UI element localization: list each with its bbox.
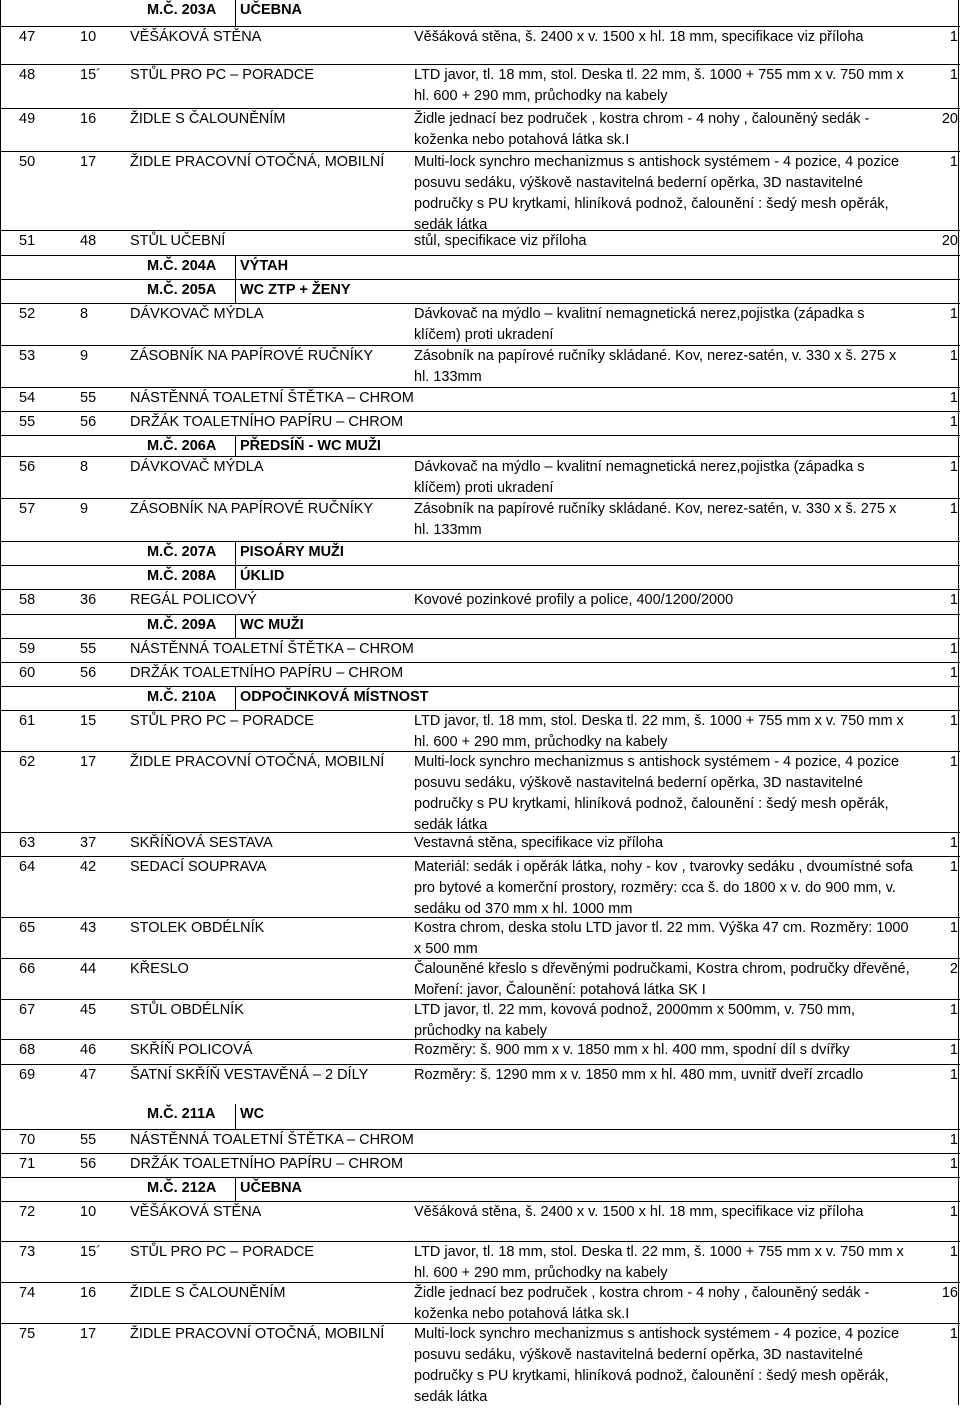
item-quantity: 1	[949, 1132, 958, 1148]
room-header-row	[0, 279, 960, 304]
item-name: VĚŠÁKOVÁ STĚNA	[130, 29, 262, 45]
item-description: LTD javor, tl. 22 mm, kovová podnož, 2000mm x 500mm, v. 750 mm, průchodky na kabely	[414, 1002, 856, 1039]
item-quantity: 1	[949, 1042, 958, 1058]
item-description: Zásobník na papírové ručníky skládané. Kov, nerez-satén, v. 330 x š. 275 x hl. 133mm	[414, 501, 897, 538]
table-row	[0, 751, 960, 833]
room-number: M.Č. 207A	[147, 544, 217, 560]
table-row	[0, 303, 960, 346]
item-code: 16	[80, 1285, 97, 1301]
item-code: 16	[80, 111, 97, 127]
item-name: STŮL PRO PC – PORADCE	[130, 1244, 314, 1260]
item-description: LTD javor, tl. 18 mm, stol. Deska tl. 22 mm, š. 1000 + 755 mm x v. 750 mm x hl. 600 + 290 mm, průchodky na kabely	[414, 1244, 904, 1281]
item-quantity: 1	[949, 835, 958, 851]
item-code: 10	[80, 1204, 97, 1220]
item-quantity: 1	[949, 1326, 958, 1342]
table-row	[0, 108, 960, 152]
item-quantity: 16	[941, 1285, 958, 1301]
item-description: Kostra chrom, deska stolu LTD javor tl. 22 mm. Výška 47 cm. Rozměry: 1000 x 500 mm	[414, 920, 909, 957]
item-name: STOLEK OBDÉLNÍK	[130, 920, 265, 936]
item-description: Rozměry: š. 1290 mm x v. 1850 mm x hl. 480 mm, uvnitř dveří zrcadlo	[414, 1067, 864, 1083]
item-number: 69	[19, 1067, 36, 1083]
item-code: 8	[80, 459, 89, 475]
item-description: Multi-lock synchro mechanizmus s antishock systémem - 4 pozice, 4 pozice posuvu sedáku, výškově nastavitelná bederní opěrka, 3D nastavitelné područky s PU krytkami, hliníková podnož, čalounění : šedý mesh opěrák, sedák látka	[414, 154, 900, 233]
item-code: 8	[80, 306, 89, 322]
item-number: 73	[19, 1244, 36, 1260]
table-row	[0, 498, 960, 542]
item-name: DÁVKOVAČ MÝDLA	[130, 306, 264, 322]
item-quantity: 1	[949, 1156, 958, 1172]
room-divider	[235, 0, 236, 26]
item-description: Židle jednací bez područek , kostra chrom - 4 nohy , čalouněný sedák - koženka nebo potahová látka sk.I	[414, 111, 870, 148]
room-header-row	[0, 1177, 960, 1202]
table-row	[0, 1201, 960, 1242]
item-number: 57	[19, 501, 36, 517]
item-code: 9	[80, 501, 89, 517]
item-code: 15´	[80, 1244, 101, 1260]
item-name: STŮL PRO PC – PORADCE	[130, 67, 314, 83]
item-quantity: 1	[949, 414, 958, 430]
item-name: VĚŠÁKOVÁ STĚNA	[130, 1204, 262, 1220]
item-number: 72	[19, 1204, 36, 1220]
room-name: WC MUŽI	[240, 617, 304, 633]
item-quantity: 20	[941, 233, 958, 249]
item-number: 59	[19, 641, 36, 657]
item-code: 17	[80, 1326, 97, 1342]
item-number: 60	[19, 665, 36, 681]
item-number: 56	[19, 459, 36, 475]
item-description: Vestavná stěna, specifikace viz příloha	[414, 835, 664, 851]
item-number: 54	[19, 390, 36, 406]
item-name: REGÁL POLICOVÝ	[130, 592, 257, 608]
item-code: 47	[80, 1067, 97, 1083]
room-header-row	[0, 1104, 960, 1129]
room-name: VÝTAH	[240, 258, 289, 274]
table-row	[0, 1129, 960, 1154]
room-name: WC ZTP + ŽENY	[240, 282, 351, 298]
item-quantity: 1	[949, 859, 958, 875]
item-code: 43	[80, 920, 97, 936]
item-number: 63	[19, 835, 36, 851]
item-code: 15	[80, 713, 97, 729]
room-divider	[235, 542, 236, 566]
table-row	[0, 1323, 960, 1406]
item-number: 58	[19, 592, 36, 608]
room-number: M.Č. 212A	[147, 1180, 217, 1196]
room-divider	[235, 687, 236, 711]
table-row	[0, 1039, 960, 1065]
item-quantity: 1	[949, 348, 958, 364]
item-number: 74	[19, 1285, 36, 1301]
room-header-row	[0, 565, 960, 590]
table-row	[0, 638, 960, 663]
room-divider	[235, 615, 236, 639]
item-name: STŮL OBDÉLNÍK	[130, 1002, 244, 1018]
item-code: 44	[80, 961, 97, 977]
table-row	[0, 832, 960, 857]
item-quantity: 1	[949, 67, 958, 83]
table-row	[0, 958, 960, 1000]
item-description: Multi-lock synchro mechanizmus s antishock systémem - 4 pozice, 4 pozice posuvu sedáku, výškově nastavitelná bederní opěrka, 3D nastavitelné područky s PU krytkami, hliníková podnož, čalounění : šedý mesh opěrák, sedák látka	[414, 754, 900, 833]
item-code: 48	[80, 233, 97, 249]
item-name: DRŽÁK TOALETNÍHO PAPÍRU – CHROM	[130, 665, 404, 681]
item-name: NÁSTĚNNÁ TOALETNÍ ŠTĚTKA – CHROM	[130, 1132, 414, 1148]
room-divider	[235, 566, 236, 590]
item-number: 52	[19, 306, 36, 322]
item-name: SEDACÍ SOUPRAVA	[130, 859, 267, 875]
table-row	[0, 856, 960, 918]
item-number: 50	[19, 154, 36, 170]
item-quantity: 1	[949, 1002, 958, 1018]
item-code: 17	[80, 754, 97, 770]
table-row	[0, 999, 960, 1040]
item-code: 56	[80, 1156, 97, 1172]
item-number: 64	[19, 859, 36, 875]
item-quantity: 2	[949, 961, 958, 977]
room-number: M.Č. 204A	[147, 258, 217, 274]
table-row	[0, 589, 960, 615]
item-number: 47	[19, 29, 36, 45]
room-number: M.Č. 203A	[147, 2, 217, 18]
room-name: ODPOČINKOVÁ MÍSTNOST	[240, 689, 429, 705]
item-number: 75	[19, 1326, 36, 1342]
item-code: 10	[80, 29, 97, 45]
room-number: M.Č. 205A	[147, 282, 217, 298]
item-name: NÁSTĚNNÁ TOALETNÍ ŠTĚTKA – CHROM	[130, 641, 414, 657]
room-number: M.Č. 209A	[147, 617, 217, 633]
item-number: 55	[19, 414, 36, 430]
item-name: DÁVKOVAČ MÝDLA	[130, 459, 264, 475]
room-divider	[235, 436, 236, 457]
item-description: Čalouněné křeslo s dřevěnými područkami, Kostra chrom, područky dřevěné, Moření: javor, Čalounění: potahová látka SK I	[414, 961, 910, 998]
room-divider	[235, 1104, 236, 1129]
table-row	[0, 662, 960, 687]
item-number: 66	[19, 961, 36, 977]
item-code: 56	[80, 665, 97, 681]
item-quantity: 1	[949, 1244, 958, 1260]
table-row	[0, 1153, 960, 1178]
item-description: Věšáková stěna, š. 2400 x v. 1500 x hl. 18 mm, specifikace viz příloha	[414, 29, 864, 45]
table-row	[0, 710, 960, 752]
room-name: UČEBNA	[240, 2, 303, 18]
item-description: Dávkovač na mýdlo – kvalitní nemagnetická nerez,pojistka (západka s klíčem) proti ukradení	[414, 306, 865, 343]
room-number: M.Č. 211A	[147, 1106, 216, 1122]
item-quantity: 1	[949, 29, 958, 45]
item-number: 49	[19, 111, 36, 127]
item-quantity: 1	[949, 154, 958, 170]
item-name: NÁSTĚNNÁ TOALETNÍ ŠTĚTKA – CHROM	[130, 390, 414, 406]
room-divider	[235, 1178, 236, 1202]
item-quantity: 1	[949, 501, 958, 517]
table-row	[0, 151, 960, 231]
item-name: SKŘÍŇ POLICOVÁ	[130, 1042, 253, 1058]
item-quantity: 1	[949, 754, 958, 770]
room-number: M.Č. 206A	[147, 438, 217, 454]
item-number: 67	[19, 1002, 36, 1018]
item-description: LTD javor, tl. 18 mm, stol. Deska tl. 22 mm, š. 1000 + 755 mm x v. 750 mm x hl. 600 + 290 mm, průchodky na kabely	[414, 67, 904, 104]
item-code: 45	[80, 1002, 97, 1018]
item-quantity: 1	[949, 1067, 958, 1083]
table-row	[0, 26, 960, 65]
item-description: LTD javor, tl. 18 mm, stol. Deska tl. 22 mm, š. 1000 + 755 mm x v. 750 mm x hl. 600 + 290 mm, průchodky na kabely	[414, 713, 904, 750]
item-name: STŮL PRO PC – PORADCE	[130, 713, 314, 729]
item-number: 70	[19, 1132, 36, 1148]
item-code: 55	[80, 1132, 97, 1148]
item-code: 55	[80, 390, 97, 406]
table-row	[0, 230, 960, 256]
item-quantity: 1	[949, 713, 958, 729]
item-name: STŮL UČEBNÍ	[130, 233, 226, 249]
table-row	[0, 917, 960, 959]
item-name: SKŘÍŇOVÁ SESTAVA	[130, 835, 273, 851]
item-quantity: 20	[941, 111, 958, 127]
table-row	[0, 1241, 960, 1283]
item-code: 55	[80, 641, 97, 657]
room-header-row	[0, 614, 960, 639]
item-name: ŽIDLE PRACOVNÍ OTOČNÁ, MOBILNÍ	[130, 754, 385, 770]
item-number: 68	[19, 1042, 36, 1058]
item-description: Materiál: sedák i opěrák látka, nohy - kov , tvarovky sedáku , dvoumístné sofa pro bytové a komerční prostory, rozměry: cca š. do 1800 x v. do 900 mm, v. sedáku od 370 mm x hl. 1000 mm	[414, 859, 913, 917]
item-quantity: 1	[949, 306, 958, 322]
item-quantity: 1	[949, 1204, 958, 1220]
item-name: DRŽÁK TOALETNÍHO PAPÍRU – CHROM	[130, 1156, 404, 1172]
item-code: 17	[80, 154, 97, 170]
item-name: ŠATNÍ SKŘÍŇ VESTAVĚNÁ – 2 DÍLY	[130, 1067, 369, 1083]
room-name: PISOÁRY MUŽI	[240, 544, 344, 560]
item-number: 53	[19, 348, 36, 364]
room-divider	[235, 256, 236, 280]
item-quantity: 1	[949, 459, 958, 475]
table-row	[0, 456, 960, 499]
item-description: Židle jednací bez područek , kostra chrom - 4 nohy , čalouněný sedák - koženka nebo potahová látka sk.I	[414, 1285, 870, 1322]
item-name: DRŽÁK TOALETNÍHO PAPÍRU – CHROM	[130, 414, 404, 430]
room-header-row	[0, 0, 960, 26]
table-row	[0, 1064, 960, 1105]
item-quantity: 1	[949, 592, 958, 608]
item-code: 15´	[80, 67, 101, 83]
item-quantity: 1	[949, 665, 958, 681]
item-code: 56	[80, 414, 97, 430]
item-number: 62	[19, 754, 36, 770]
table-row	[0, 387, 960, 412]
item-number: 65	[19, 920, 36, 936]
item-quantity: 1	[949, 641, 958, 657]
table-row	[0, 411, 960, 436]
item-code: 36	[80, 592, 97, 608]
room-name: WC	[240, 1106, 265, 1122]
item-name: ZÁSOBNÍK NA PAPÍROVÉ RUČNÍKY	[130, 348, 374, 364]
item-description: Rozměry: š. 900 mm x v. 1850 mm x hl. 400 mm, spodní díl s dvířky	[414, 1042, 850, 1058]
item-name: ŽIDLE S ČALOUNĚNÍM	[130, 1285, 286, 1301]
room-header-row	[0, 435, 960, 457]
item-name: KŘESLO	[130, 961, 189, 977]
item-description: Kovové pozinkové profily a police, 400/1200/2000	[414, 592, 734, 608]
item-number: 71	[19, 1156, 36, 1172]
room-header-row	[0, 541, 960, 566]
item-description: Dávkovač na mýdlo – kvalitní nemagnetická nerez,pojistka (západka s klíčem) proti ukradení	[414, 459, 865, 496]
room-header-row	[0, 686, 960, 711]
table-row	[0, 1282, 960, 1324]
item-name: ZÁSOBNÍK NA PAPÍROVÉ RUČNÍKY	[130, 501, 374, 517]
item-name: ŽIDLE PRACOVNÍ OTOČNÁ, MOBILNÍ	[130, 154, 385, 170]
item-description: Multi-lock synchro mechanizmus s antishock systémem - 4 pozice, 4 pozice posuvu sedáku, výškově nastavitelná bederní opěrka, 3D nastavitelné područky s PU krytkami, hliníková podnož, čalounění : šedý mesh opěrák, sedák látka	[414, 1326, 900, 1405]
item-description: Věšáková stěna, š. 2400 x v. 1500 x hl. 18 mm, specifikace viz příloha	[414, 1204, 864, 1220]
item-quantity: 1	[949, 920, 958, 936]
room-number: M.Č. 210A	[147, 689, 217, 705]
item-code: 37	[80, 835, 97, 851]
table-row	[0, 345, 960, 388]
room-header-row	[0, 255, 960, 280]
item-name: ŽIDLE PRACOVNÍ OTOČNÁ, MOBILNÍ	[130, 1326, 385, 1342]
room-name: UČEBNA	[240, 1180, 303, 1196]
item-description: Zásobník na papírové ručníky skládané. Kov, nerez-satén, v. 330 x š. 275 x hl. 133mm	[414, 348, 897, 385]
item-number: 61	[19, 713, 36, 729]
room-divider	[235, 280, 236, 304]
item-quantity: 1	[949, 390, 958, 406]
item-description: stůl, specifikace viz příloha	[414, 233, 587, 249]
item-code: 9	[80, 348, 89, 364]
item-code: 42	[80, 859, 97, 875]
item-number: 48	[19, 67, 36, 83]
item-number: 51	[19, 233, 36, 249]
item-name: ŽIDLE S ČALOUNĚNÍM	[130, 111, 286, 127]
room-number: M.Č. 208A	[147, 568, 217, 584]
room-name: ÚKLID	[240, 568, 285, 584]
table-row	[0, 64, 960, 109]
item-code: 46	[80, 1042, 97, 1058]
room-name: PŘEDSÍŇ - WC MUŽI	[240, 438, 381, 454]
